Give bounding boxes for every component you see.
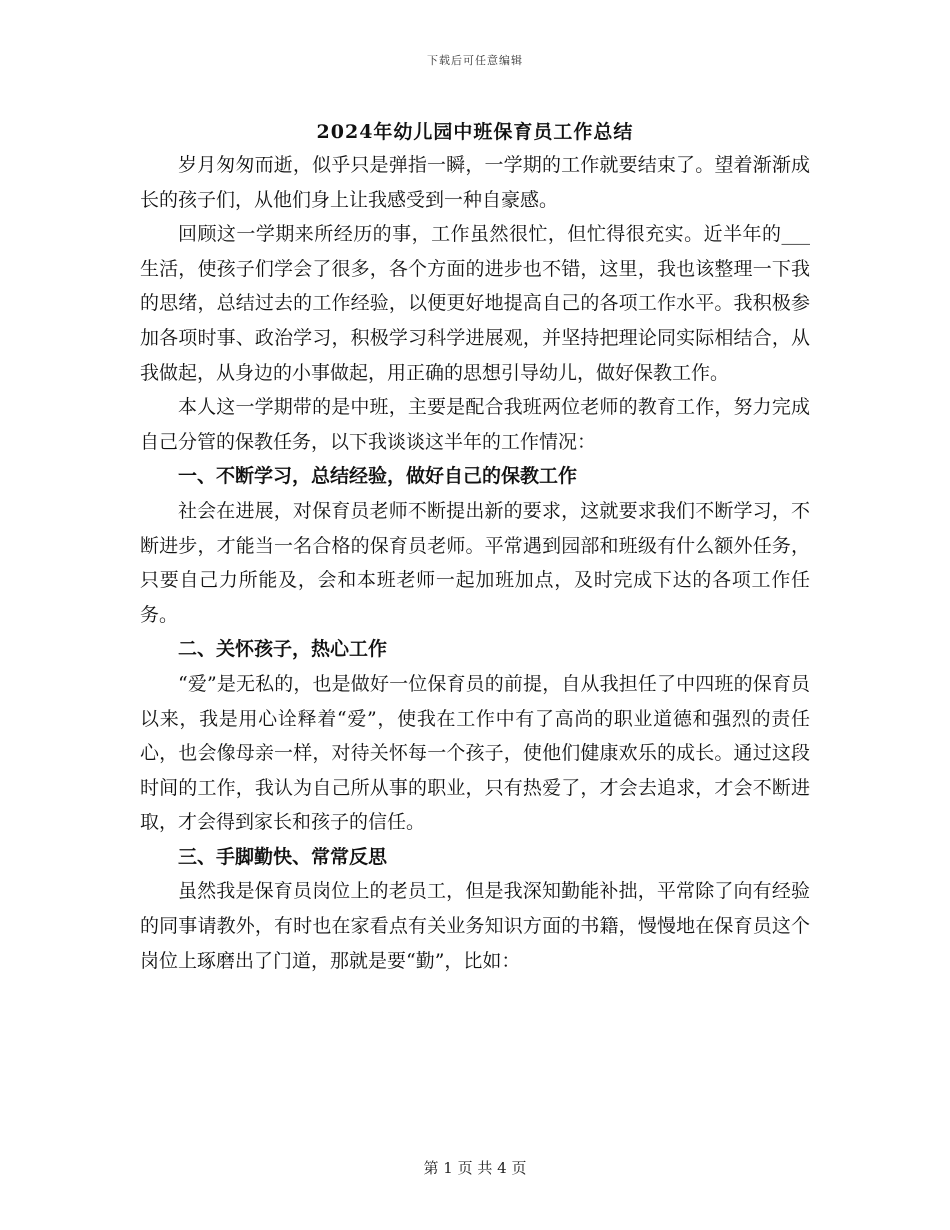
paragraph-review: 回顾这一学期来所经历的事，工作虽然很忙，但忙得很充实。近半年的___生活，使孩子们学会了很多，各个方面的进步也不错，这里，我也该整理一下我的思绪，总结过去的工作经验，以便更好地提高自己的各项工作水平。我积极参加各项时事、政治学习，积极学习科学进展观，并坚持把理论同实际相结合，从我做起，从身边的小事做起，用正确的思想引导幼儿，做好保教工作。 (140, 223, 810, 384)
page-header-note: 下载后可任意编辑 (427, 54, 523, 67)
paragraph-section-2: “爱”是无私的，也是做好一位保育员的前提，自从我担任了中四班的保育员以来，我是用心诠释着“爱”，使我在工作中有了高尚的职业道德和强烈的责任心，也会像母亲一样，对待关怀每一个孩子，使他们健康欢乐的成长。通过这段时间的工作，我认为自己所从事的职业，只有热爱了，才会去追求，才会不断进取，才会得到家长和孩子的信任。 (140, 672, 810, 834)
document-title: 2024年幼儿园中班保育员工作总结 (316, 121, 634, 143)
paragraph-intro: 岁月匆匆而逝，似乎只是弹指一瞬，一学期的工作就要结束了。望着渐渐成长的孩子们，从他们身上让我感受到一种自豪感。 (140, 154, 810, 211)
paragraph-section-1: 社会在进展，对保育员老师不断提出新的要求，这就要求我们不断学习，不断进步，才能当一名合格的保育员老师。平常遇到园部和班级有什么额外任务，只要自己力所能及，会和本班老师一起加班加点，及时完成下达的各项工作任务。 (140, 499, 810, 626)
page-number: 第 1 页 共 4 页 (423, 1159, 527, 1177)
paragraph-overview: 本人这一学期带的是中班，主要是配合我班两位老师的教育工作，努力完成自己分管的保教任务，以下我谈谈这半年的工作情况： (140, 396, 810, 453)
section-heading-2: 二、关怀孩子，热心工作 (178, 638, 388, 661)
section-heading-1: 一、不断学习，总结经验，做好自己的保教工作 (178, 465, 578, 488)
paragraph-section-3: 虽然我是保育员岗位上的老员工，但是我深知勤能补拙，平常除了向有经验的同事请教外，有时也在家看点有关业务知识方面的书籍，慢慢地在保育员这个岗位上琢磨出了门道，那就是要“勤”，比如： (140, 880, 810, 972)
document-body (140, 148, 810, 978)
section-heading-3: 三、手脚勤快、常常反思 (178, 845, 388, 868)
